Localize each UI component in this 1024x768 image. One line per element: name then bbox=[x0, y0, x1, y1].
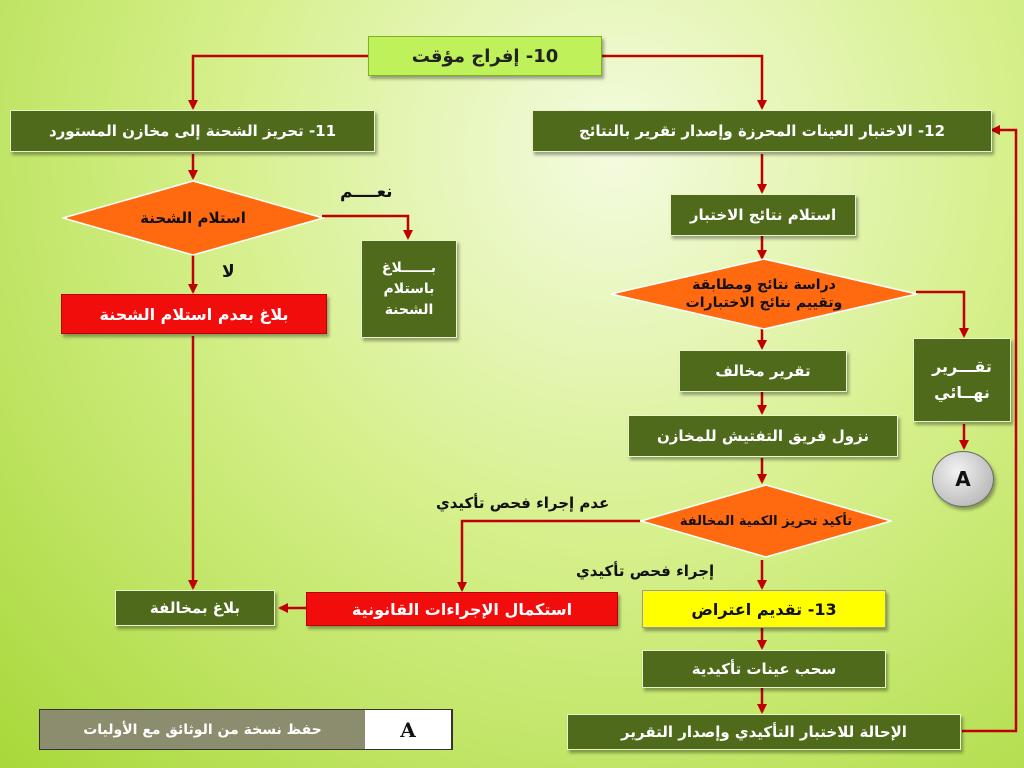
referral-box bbox=[567, 714, 961, 750]
final-report-label: تقـــرير نهــائي bbox=[932, 357, 992, 402]
step-11-store-shipment bbox=[10, 110, 375, 152]
confirm-quantity-decision bbox=[640, 484, 892, 558]
confirm-quantity-label: تأكيد تحريز الكمية المخالفة bbox=[679, 513, 853, 529]
inspection-team-label: نزول فريق التفتيش للمخازن bbox=[656, 427, 870, 445]
legend-box bbox=[39, 709, 453, 750]
step-10-label: 10- إفراج مؤقت bbox=[411, 45, 559, 67]
confirm-samples-box bbox=[642, 650, 886, 688]
confirm-samples-label: سحب عينات تأكيدية bbox=[691, 660, 837, 678]
step-11-label: 11- تحريز الشحنة إلى مخازن المستورد bbox=[48, 122, 337, 140]
study-results-label: دراسة نتائج ومطابقة وتقييم نتائج الاختبارات bbox=[685, 276, 843, 311]
report-receipt-label: بــــــلاغ باستلام الشحنة bbox=[381, 259, 437, 318]
line-study-to-final bbox=[916, 292, 964, 336]
report-receipt-box bbox=[361, 240, 457, 338]
step-12-label: 12- الاختبار العينات المحرزة وإصدار تقرير بالنتائج bbox=[578, 122, 946, 140]
line-yes bbox=[322, 216, 408, 238]
no-confirm-label: عدم إجراء فحص تأكيدي bbox=[436, 494, 610, 512]
receive-results-label: استلام نتائج الاختبار bbox=[689, 206, 837, 224]
line-10-to-12 bbox=[602, 56, 762, 108]
violation-notice-box bbox=[115, 590, 275, 626]
referral-label: الإحالة للاختبار التأكيدي وإصدار التقرير bbox=[621, 723, 907, 741]
inspection-team-box bbox=[628, 415, 898, 457]
receive-results-box bbox=[670, 194, 856, 236]
line-referral-to-12 bbox=[962, 130, 1016, 731]
step-13-objection bbox=[642, 590, 886, 628]
report-no-receipt-label: بلاغ بعدم استلام الشحنة bbox=[99, 304, 289, 324]
legend-text: حفظ نسخة من الوثائق مع الأوليات bbox=[40, 710, 365, 749]
violation-report-box bbox=[679, 350, 847, 392]
connector-a-label: A bbox=[955, 467, 971, 491]
report-no-receipt-box bbox=[61, 294, 327, 334]
legal-procedures-label: استكمال الإجراءات القانونية bbox=[351, 599, 573, 619]
do-confirm-label: إجراء فحص تأكيدي bbox=[576, 562, 715, 580]
step-13-label: 13- تقديم اعتراض bbox=[691, 599, 837, 619]
legend-letter: A bbox=[365, 710, 452, 749]
step-10-temporary-release bbox=[368, 36, 602, 76]
legal-procedures-box bbox=[306, 592, 618, 626]
connector-a bbox=[932, 451, 994, 507]
receive-shipment-decision bbox=[62, 180, 324, 256]
violation-report-label: تقرير مخالف bbox=[715, 362, 811, 380]
line-10-to-11 bbox=[193, 56, 368, 108]
study-results-decision bbox=[610, 258, 918, 330]
step-12-test-samples bbox=[532, 110, 992, 152]
final-report-box bbox=[913, 338, 1011, 422]
yes-label: نعــــم bbox=[340, 182, 393, 202]
no-label: لا bbox=[222, 262, 235, 282]
violation-notice-label: بلاغ بمخالفة bbox=[149, 599, 241, 617]
receive-shipment-label: استلام الشحنة bbox=[140, 209, 246, 227]
